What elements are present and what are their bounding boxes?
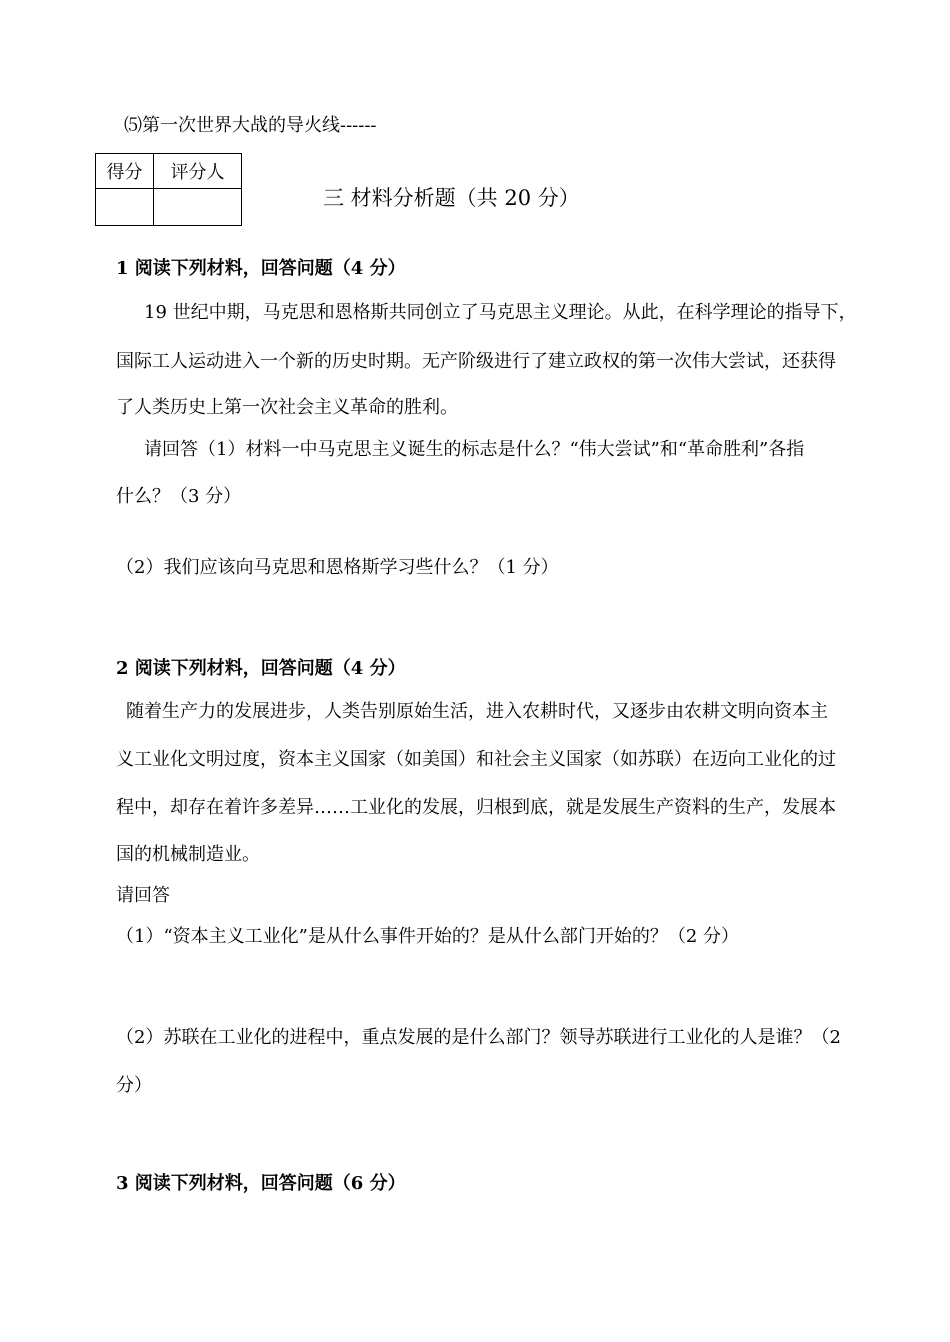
score-box bbox=[95, 153, 242, 226]
q2-material-line: 国的机械制造业。 bbox=[116, 844, 260, 865]
q2-heading: 2 阅读下列材料，回答问题（4 分） bbox=[116, 658, 406, 679]
q1-sub1-line: 什么？（3 分） bbox=[116, 486, 242, 507]
q2-material-line: 义工业化文明过度，资本主义国家（如美国）和社会主义国家（如苏联）在迈向工业化的过 bbox=[116, 749, 836, 770]
grader-header: 评分人 bbox=[154, 154, 242, 189]
score-header: 得分 bbox=[96, 154, 154, 189]
q1-heading: 1 阅读下列材料，回答问题（4 分） bbox=[116, 258, 406, 279]
q1-material-line: 了人类历史上第一次社会主义革命的胜利。 bbox=[116, 397, 458, 418]
score-cell bbox=[96, 189, 154, 226]
section-title: 三 材料分析题（共 20 分） bbox=[323, 186, 580, 210]
q3-heading: 3 阅读下列材料，回答问题（6 分） bbox=[116, 1173, 406, 1194]
q2-sub2-line: 分） bbox=[116, 1075, 152, 1096]
q1-sub1-line: 请回答（1）材料一中马克思主义诞生的标志是什么？“伟大尝试”和“革命胜利”各指 bbox=[144, 439, 805, 460]
q2-sub2-line: （2）苏联在工业化的进程中，重点发展的是什么部门？领导苏联进行工业化的人是谁？（2 bbox=[116, 1027, 841, 1048]
q2-material-line: 随着生产力的发展进步，人类告别原始生活，进入农耕时代，又逐步由农耕文明向资本主 bbox=[126, 701, 828, 722]
q1-sub2: （2）我们应该向马克思和恩格斯学习些什么？（1 分） bbox=[116, 557, 559, 578]
q2-sub1: （1）“资本主义工业化”是从什么事件开始的？是从什么部门开始的？（2 分） bbox=[116, 926, 740, 947]
q1-material-line: 国际工人运动进入一个新的历史时期。无产阶级进行了建立政权的第一次伟大尝试，还获得 bbox=[116, 351, 836, 372]
grader-cell bbox=[154, 189, 242, 226]
q2-prompt: 请回答 bbox=[116, 885, 170, 906]
question-item-5: ⑸第一次世界大战的导火线------ bbox=[124, 115, 377, 136]
q2-material-line: 程中，却存在着许多差异……工业化的发展，归根到底，就是发展生产资料的生产，发展本 bbox=[116, 797, 836, 818]
q1-material-line: 19 世纪中期，马克思和恩格斯共同创立了马克思主义理论。从此，在科学理论的指导下， bbox=[144, 302, 857, 323]
